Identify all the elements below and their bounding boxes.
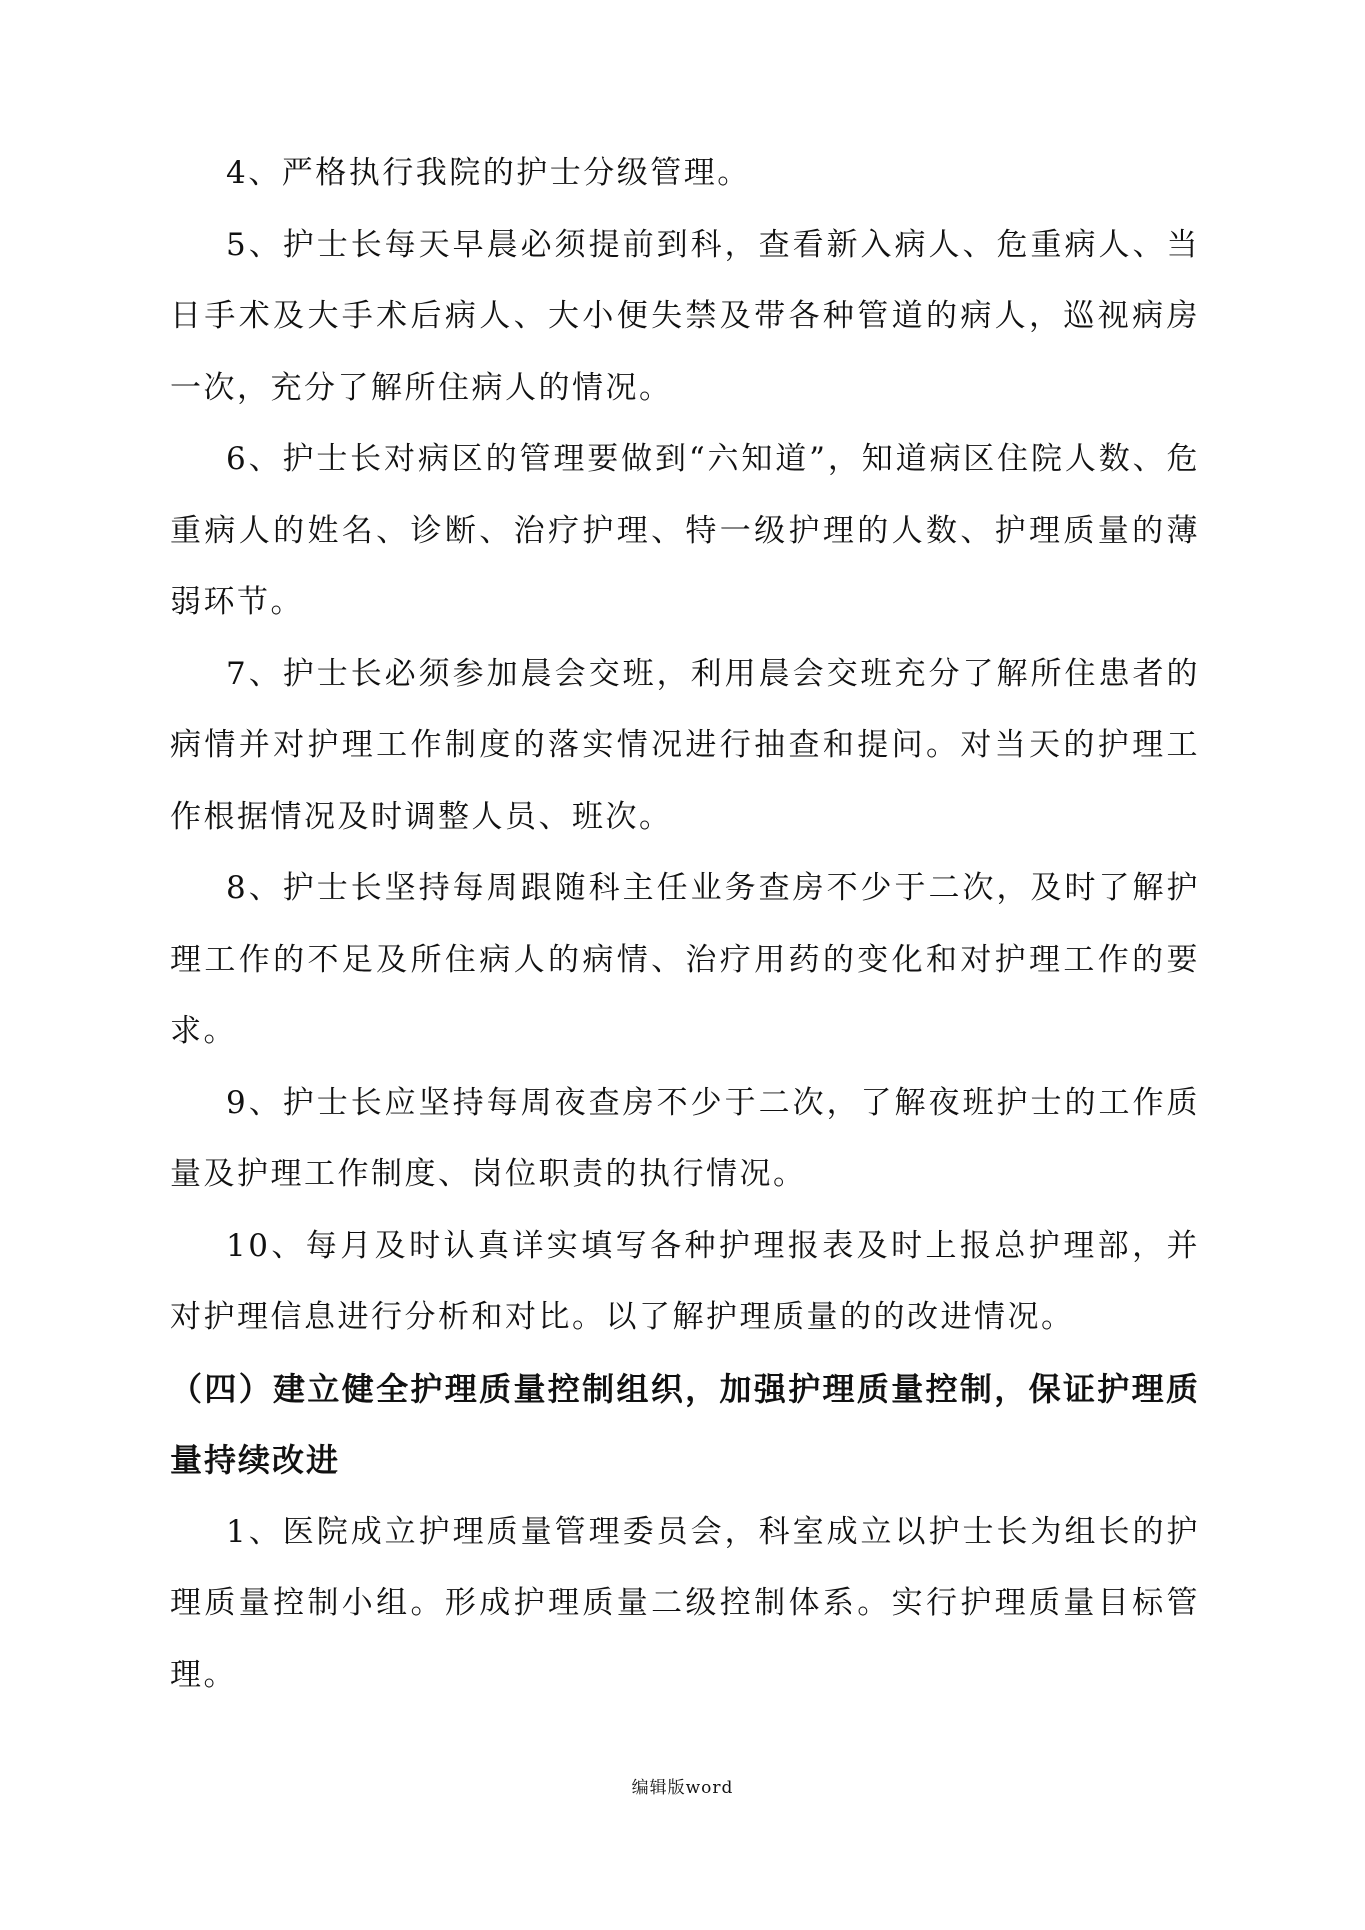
page-footer: 编辑版word bbox=[631, 1778, 734, 1798]
paragraph-item-10: 10、每月及时认真详实填写各种护理报表及时上报总护理部，并对护理信息进行分析和对比。以了解护理质量的的改进情况。 bbox=[170, 1227, 1200, 1335]
document-body bbox=[170, 138, 1200, 1711]
paragraph-item-8: 8、护士长坚持每周跟随科主任业务查房不少于二次，及时了解护理工作的不足及所住病人的病情、治疗用药的变化和对护理工作的要求。 bbox=[170, 870, 1200, 1049]
paragraph-item-5: 5、护士长每天早晨必须提前到科，查看新入病人、危重病人、当日手术及大手术后病人、大小便失禁及带各种管道的病人，巡视病房一次，充分了解所住病人的情况。 bbox=[170, 226, 1200, 406]
section-heading: （四）建立健全护理质量控制组织，加强护理质量控制，保证护理质量持续改进 bbox=[170, 1369, 1200, 1479]
paragraph-item-9: 9、护士长应坚持每周夜查房不少于二次，了解夜班护士的工作质量及护理工作制度、岗位职责的执行情况。 bbox=[170, 1084, 1200, 1192]
paragraph-item-4: 4、严格执行我院的护士分级管理。 bbox=[226, 155, 751, 191]
section-paragraph-item-1: 1、医院成立护理质量管理委员会，科室成立以护士长为组长的护理质量控制小组。形成护理质量二级控制体系。实行护理质量目标管理。 bbox=[170, 1513, 1200, 1693]
paragraph-item-7: 7、护士长必须参加晨会交班，利用晨会交班充分了解所住患者的病情并对护理工作制度的落实情况进行抽查和提问。对当天的护理工作根据情况及时调整人员、班次。 bbox=[170, 655, 1200, 835]
paragraph-item-6: 6、护士长对病区的管理要做到“六知道”，知道病区住院人数、危重病人的姓名、诊断、治疗护理、特一级护理的人数、护理质量的薄弱环节。 bbox=[170, 441, 1200, 620]
